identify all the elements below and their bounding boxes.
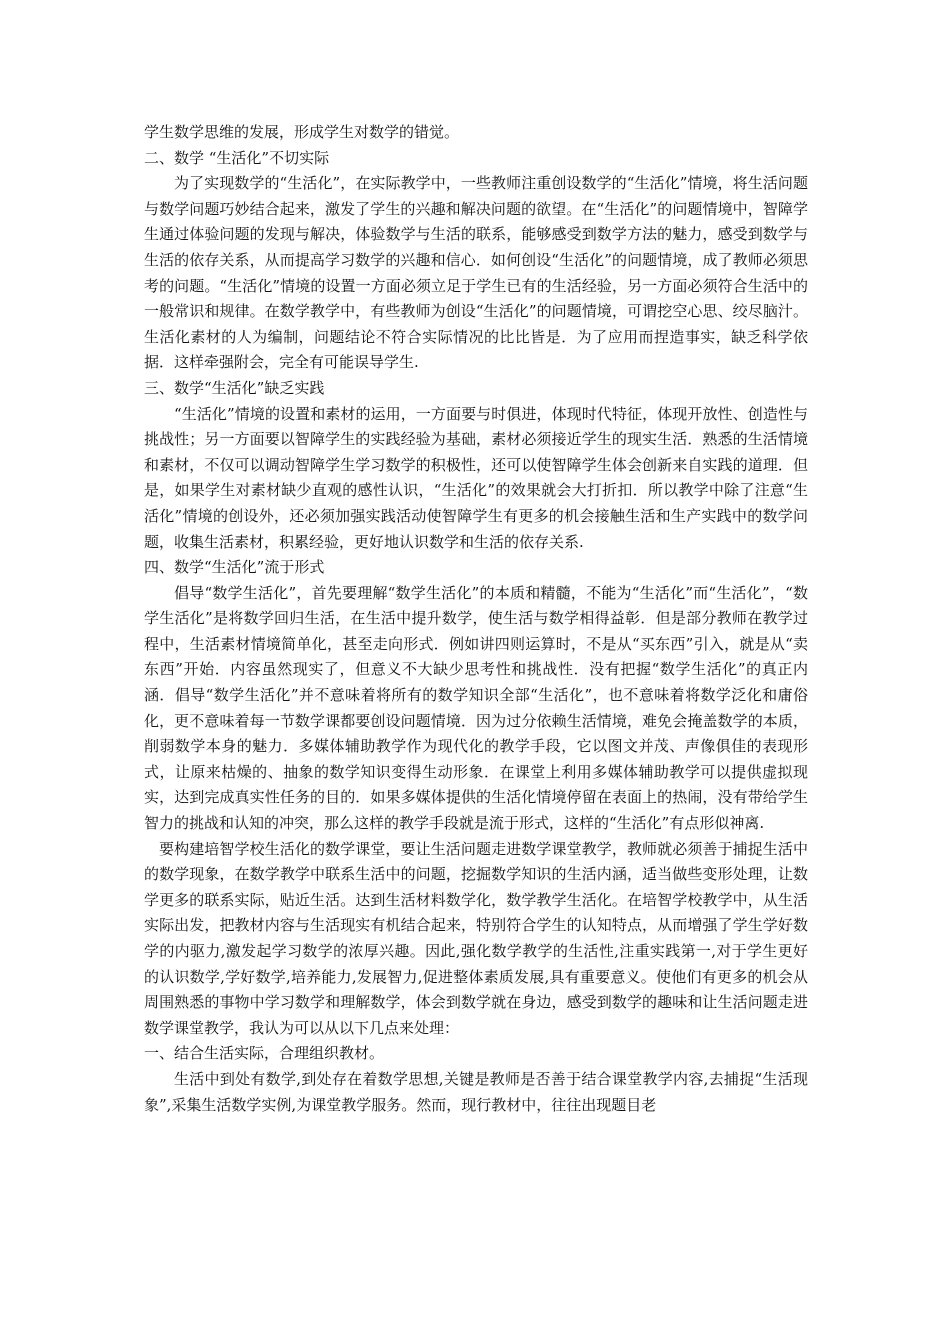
section-heading-method-1: 一、结合生活实际，合理组织教材。 — [144, 1044, 385, 1063]
document-page — [144, 120, 808, 1118]
paragraph-intro-fragment: 学生数学思维的发展，形成学生对数学的错觉。 — [144, 123, 460, 141]
section-heading-3: 三、数学“生活化”缺乏实践 — [144, 378, 325, 397]
paragraph-section-2: 为了实现数学的“生活化”，在实际教学中，一些教师注重创设数学的“生活化”情境，将生活问题与数学问题巧妙结合起来，激发了学生的兴趣和解决问题的欲望。在“生活化”的问题情境中，智障学生通过体验问题的发现与解决，体验数学与生活的联系，能够感受到数学方法的魅力，感受到数学与生活的依存关系，从而提高学习数学的兴趣和信心．如何创设“生活化”的问题情境，成了教师必须思考的问题。“生活化”情境的设置一方面必须立足于学生已有的生活经验，另一方面必须符合生活中的一般常识和规律。在数学教学中，有些教师为创设“生活化”的问题情境，可谓挖空心思、绞尽脑汁。生活化素材的人为编制，问题结论不符合实际情况的比比皆是．为了应用而捏造事实，缺乏科学依据．这样牵强附会，完全有可能误导学生. — [144, 174, 808, 372]
paragraph-method-1: 生活中到处有数学,到处存在着数学思想,关键是教师是否善于结合课堂教学内容,去捕捉“生活现象”,采集生活数学实例,为课堂教学服务。然而，现行教材中，往往出现题目老 — [144, 1069, 808, 1114]
section-heading-4: 四、数学“生活化”流于形式 — [144, 558, 325, 577]
section-heading-2: 二、数学 “生活化”不切实际 — [144, 148, 330, 167]
paragraph-section-3: “生活化”情境的设置和素材的运用，一方面要与时俱进，体现时代特征，体现开放性、创造性与挑战性；另一方面要以智障学生的实践经验为基础，素材必须接近学生的现实生活．熟悉的生活情境和素材，不仅可以调动智障学生学习数学的积极性，还可以使智障学生体会创新来自实践的道理．但是，如果学生对素材缺少直观的感性认识，“生活化”的效果就会大打折扣．所以教学中除了注意“生活化”情境的创设外，还必须加强实践活动使智障学生有更多的机会接触生活和生产实践中的数学问题，收集生活素材，积累经验，更好地认识数学和生活的依存关系. — [144, 404, 808, 551]
paragraph-summary: 要构建培智学校生活化的数学课堂，要让生活问题走进数学课堂教学，教师就必须善于捕捉生活中的数学现象，在数学教学中联系生活中的问题，挖掘数学知识的生活内涵，适当做些变形处理，让数学更多的联系实际，贴近生活。达到生活材料数学化，数学教学生活化。在培智学校教学中，从生活实际出发，把教材内容与生活现实有机结合起来，特别符合学生的认知特点，从而增强了学生学好数学的内驱力,激发起学习数学的浓厚兴趣。因此,强化数学教学的生活性,注重实践第一,对于学生更好的认识数学,学好数学,培养能力,发展智力,促进整体素质发展,具有重要意义。使他们有更多的机会从周围熟悉的事物中学习数学和理解数学，体会到数学就在身边，感受到数学的趣味和让生活问题走进数学课堂教学，我认为可以从以下几点来处理： — [144, 839, 808, 1037]
paragraph-section-4: 倡导“数学生活化”，首先要理解“数学生活化”的本质和精髓，不能为“生活化”而“生活化”，“数学生活化”是将数学回归生活，在生活中提升数学，使生活与数学相得益彰．但是部分教师在教学过程中，生活素材情境简单化，甚至走向形式．例如讲四则运算时，不是从“买东西”引入，就是从“卖东西”开始．内容虽然现实了，但意义不大缺少思考性和挑战性．没有把握“数学生活化”的真正内涵．倡导“数学生活化”并不意味着将所有的数学知识全部“生活化”，也不意味着将数学泛化和庸俗化，更不意味着每一节数学课都要创设问题情境．因为过分依赖生活情境，难免会掩盖数学的本质，削弱数学本身的魅力．多媒体辅助教学作为现代化的教学手段，它以图文并茂、声像俱佳的表现形式，让原来枯燥的、抽象的数学知识变得生动形象．在课堂上利用多媒体辅助教学可以提供虚拟现实，达到完成真实性任务的目的．如果多媒体提供的生活化情境停留在表面上的热闹，没有带给学生智力的挑战和认知的冲突，那么这样的教学手段就是流于形式，这样的“生活化”有点形似神离. — [144, 583, 808, 833]
